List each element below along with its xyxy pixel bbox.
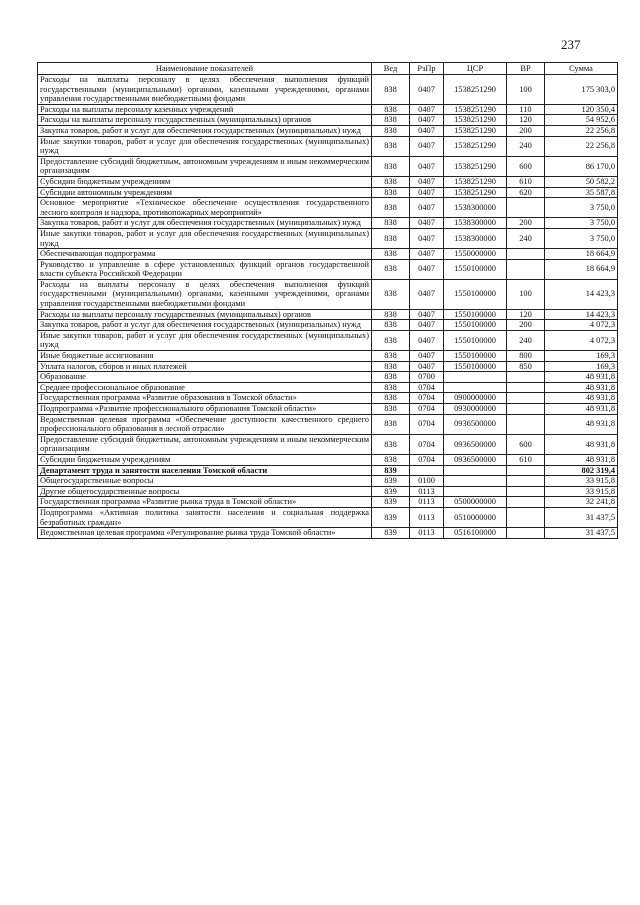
table-row [38, 393, 618, 404]
table-row [38, 228, 618, 248]
cell-vr: 100 [507, 279, 545, 309]
cell-rzpr: 0407 [410, 309, 444, 320]
cell-csr: 0936500000 [444, 434, 507, 454]
cell-csr: 1538300000 [444, 218, 507, 229]
table-row [38, 249, 618, 260]
cell-sum: 48 931,8 [545, 404, 618, 415]
cell-sum: 169,3 [545, 351, 618, 362]
cell-sum: 18 664,9 [545, 249, 618, 260]
cell-ved: 838 [372, 198, 410, 218]
cell-name: Субсидии автономным учреждениям [38, 187, 372, 198]
cell-vr: 610 [507, 176, 545, 187]
table-row [38, 486, 618, 497]
cell-sum: 48 931,8 [545, 454, 618, 465]
cell-vr [507, 507, 545, 527]
cell-vr: 200 [507, 320, 545, 331]
budget-table [37, 62, 618, 539]
cell-sum: 48 931,8 [545, 393, 618, 404]
table-row [38, 136, 618, 156]
cell-name: Расходы на выплаты персоналу государственных (муниципальных) органов [38, 309, 372, 320]
cell-sum: 22 256,8 [545, 136, 618, 156]
cell-vr [507, 476, 545, 487]
cell-name: Субсидии бюджетным учреждениям [38, 176, 372, 187]
cell-sum: 802 319,4 [545, 465, 618, 476]
cell-csr: 0516100000 [444, 528, 507, 539]
cell-csr: 1550100000 [444, 361, 507, 372]
cell-name: Руководство и управление в сфере установленных функций органов государственной власти субъекта Российской Федерации [38, 259, 372, 279]
cell-sum: 35 587,8 [545, 187, 618, 198]
cell-csr: 1538251290 [444, 187, 507, 198]
cell-ved: 838 [372, 393, 410, 404]
cell-name: Ведомственная целевая программа «Обеспечение доступности качественного среднего профессионального образования в лесной отрасли» [38, 414, 372, 434]
cell-rzpr: 0407 [410, 156, 444, 176]
cell-csr: 1550000000 [444, 249, 507, 260]
cell-rzpr: 0407 [410, 115, 444, 126]
cell-name: Основное мероприятие «Техническое обеспечение осуществления государственного лесного контроля и надзора, противопожарных мероприятий» [38, 198, 372, 218]
cell-vr [507, 414, 545, 434]
cell-name: Предоставление субсидий бюджетным, автономным учреждениям и иным некоммерческим организациям [38, 434, 372, 454]
page-number: 237 [561, 37, 581, 52]
cell-ved: 839 [372, 476, 410, 487]
cell-sum: 175 303,0 [545, 75, 618, 105]
cell-csr: 0510000000 [444, 507, 507, 527]
cell-rzpr: 0407 [410, 330, 444, 350]
cell-csr: 1550100000 [444, 351, 507, 362]
cell-vr: 600 [507, 156, 545, 176]
header-sum: Сумма [545, 63, 618, 75]
cell-ved: 838 [372, 104, 410, 115]
cell-ved: 838 [372, 136, 410, 156]
cell-rzpr: 0407 [410, 136, 444, 156]
cell-csr: 1538300000 [444, 198, 507, 218]
cell-rzpr: 0407 [410, 279, 444, 309]
cell-vr [507, 404, 545, 415]
cell-rzpr: 0407 [410, 218, 444, 229]
table-row [38, 218, 618, 229]
cell-ved: 838 [372, 414, 410, 434]
table-row [38, 476, 618, 487]
cell-name: Другие общегосударственные вопросы [38, 486, 372, 497]
table-row [38, 75, 618, 105]
cell-name: Иные закупки товаров, работ и услуг для обеспечения государственных (муниципальных) нужд [38, 136, 372, 156]
cell-vr [507, 393, 545, 404]
cell-rzpr: 0704 [410, 454, 444, 465]
cell-name: Субсидии бюджетным учреждениям [38, 454, 372, 465]
cell-name: Департамент труда и занятости населения Томской области [38, 465, 372, 476]
cell-rzpr: 0407 [410, 198, 444, 218]
cell-vr: 200 [507, 125, 545, 136]
cell-rzpr: 0407 [410, 361, 444, 372]
cell-sum: 31 437,5 [545, 507, 618, 527]
cell-rzpr: 0113 [410, 528, 444, 539]
cell-csr: 1550100000 [444, 320, 507, 331]
cell-vr [507, 382, 545, 393]
cell-name: Подпрограмма «Активная политика занятости населения и социальная поддержка безработных граждан» [38, 507, 372, 527]
cell-ved: 838 [372, 372, 410, 383]
cell-csr: 0500000000 [444, 497, 507, 508]
cell-ved: 839 [372, 497, 410, 508]
cell-rzpr: 0407 [410, 259, 444, 279]
cell-csr [444, 372, 507, 383]
cell-vr [507, 465, 545, 476]
cell-ved: 838 [372, 361, 410, 372]
cell-csr [444, 465, 507, 476]
cell-name: Среднее профессиональное образование [38, 382, 372, 393]
cell-rzpr: 0407 [410, 351, 444, 362]
cell-name: Иные закупки товаров, работ и услуг для обеспечения государственных (муниципальных) нужд [38, 330, 372, 350]
cell-ved: 838 [372, 176, 410, 187]
cell-sum: 3 750,0 [545, 228, 618, 248]
cell-vr: 120 [507, 115, 545, 126]
cell-sum: 33 915,8 [545, 486, 618, 497]
cell-csr: 0930000000 [444, 404, 507, 415]
cell-sum: 86 170,0 [545, 156, 618, 176]
table-row [38, 176, 618, 187]
cell-name: Государственная программа «Развитие рынка труда в Томской области» [38, 497, 372, 508]
header-ved: Вед [372, 63, 410, 75]
cell-sum: 4 072,3 [545, 330, 618, 350]
cell-sum: 33 915,8 [545, 476, 618, 487]
cell-rzpr: 0113 [410, 497, 444, 508]
cell-name: Подпрограмма «Развитие профессионального образования Томской области» [38, 404, 372, 415]
cell-ved: 838 [372, 434, 410, 454]
table-row [38, 382, 618, 393]
cell-ved: 838 [372, 404, 410, 415]
cell-rzpr: 0704 [410, 393, 444, 404]
cell-vr: 240 [507, 330, 545, 350]
table-row [38, 404, 618, 415]
table-row [38, 454, 618, 465]
cell-name: Обеспечивающая подпрограмма [38, 249, 372, 260]
cell-csr: 1538251290 [444, 125, 507, 136]
table-row [38, 320, 618, 331]
table-row [38, 497, 618, 508]
cell-csr: 1538300000 [444, 228, 507, 248]
cell-name: Ведомственная целевая программа «Регулирование рынка труда Томской области» [38, 528, 372, 539]
table-row [38, 372, 618, 383]
cell-name: Иные закупки товаров, работ и услуг для обеспечения государственных (муниципальных) нужд [38, 228, 372, 248]
cell-vr: 620 [507, 187, 545, 198]
cell-rzpr: 0407 [410, 187, 444, 198]
cell-rzpr: 0704 [410, 404, 444, 415]
cell-ved: 838 [372, 125, 410, 136]
cell-rzpr: 0407 [410, 320, 444, 331]
cell-rzpr: 0407 [410, 176, 444, 187]
cell-vr: 110 [507, 104, 545, 115]
cell-rzpr: 0407 [410, 228, 444, 248]
cell-vr [507, 198, 545, 218]
cell-rzpr [410, 465, 444, 476]
table-row [38, 125, 618, 136]
cell-name: Государственная программа «Развитие образования в Томской области» [38, 393, 372, 404]
cell-sum: 4 072,3 [545, 320, 618, 331]
cell-sum: 120 350,4 [545, 104, 618, 115]
cell-name: Предоставление субсидий бюджетным, автономным учреждениям и иным некоммерческим организациям [38, 156, 372, 176]
cell-sum: 169,3 [545, 361, 618, 372]
cell-vr [507, 486, 545, 497]
cell-csr: 0936500000 [444, 414, 507, 434]
table-row [38, 528, 618, 539]
cell-sum: 48 931,8 [545, 414, 618, 434]
table-row [38, 351, 618, 362]
table-row [38, 330, 618, 350]
cell-sum: 48 931,8 [545, 382, 618, 393]
cell-sum: 18 664,9 [545, 259, 618, 279]
table-row [38, 187, 618, 198]
cell-sum: 50 582,2 [545, 176, 618, 187]
cell-rzpr: 0700 [410, 372, 444, 383]
table-row [38, 434, 618, 454]
header-csr: ЦСР [444, 63, 507, 75]
cell-vr [507, 497, 545, 508]
cell-vr: 240 [507, 136, 545, 156]
cell-name: Общегосударственные вопросы [38, 476, 372, 487]
cell-csr: 1538251290 [444, 156, 507, 176]
cell-rzpr: 0704 [410, 382, 444, 393]
budget-table-container [37, 62, 617, 539]
cell-ved: 838 [372, 115, 410, 126]
cell-vr [507, 259, 545, 279]
cell-name: Закупка товаров, работ и услуг для обеспечения государственных (муниципальных) нужд [38, 320, 372, 331]
cell-sum: 48 931,8 [545, 434, 618, 454]
cell-rzpr: 0100 [410, 476, 444, 487]
cell-vr: 600 [507, 434, 545, 454]
cell-name: Закупка товаров, работ и услуг для обеспечения государственных (муниципальных) нужд [38, 125, 372, 136]
cell-csr: 1538251290 [444, 115, 507, 126]
cell-sum: 48 931,8 [545, 372, 618, 383]
cell-ved: 839 [372, 528, 410, 539]
cell-name: Закупка товаров, работ и услуг для обеспечения государственных (муниципальных) нужд [38, 218, 372, 229]
cell-ved: 838 [372, 309, 410, 320]
cell-csr: 1550100000 [444, 330, 507, 350]
cell-ved: 838 [372, 330, 410, 350]
table-row [38, 465, 618, 476]
cell-sum: 14 423,3 [545, 279, 618, 309]
header-name: Наименование показателей [38, 63, 372, 75]
cell-ved: 838 [372, 351, 410, 362]
table-row [38, 507, 618, 527]
cell-name: Уплата налогов, сборов и иных платежей [38, 361, 372, 372]
cell-csr: 0900000000 [444, 393, 507, 404]
cell-csr: 0936500000 [444, 454, 507, 465]
cell-csr [444, 476, 507, 487]
cell-vr [507, 249, 545, 260]
cell-sum: 31 437,5 [545, 528, 618, 539]
cell-vr: 200 [507, 218, 545, 229]
cell-rzpr: 0407 [410, 104, 444, 115]
cell-ved: 838 [372, 75, 410, 105]
table-header-row [38, 63, 618, 75]
cell-vr: 120 [507, 309, 545, 320]
cell-ved: 839 [372, 465, 410, 476]
table-row [38, 115, 618, 126]
cell-name: Расходы на выплаты персоналу в целях обеспечения выполнения функций государственными (муниципальными) органами, казенными учреждениями, органами управления государственными внебюджетными фондами [38, 279, 372, 309]
cell-csr: 1538251290 [444, 75, 507, 105]
cell-sum: 3 750,0 [545, 198, 618, 218]
cell-csr [444, 382, 507, 393]
cell-csr: 1550100000 [444, 279, 507, 309]
cell-ved: 838 [372, 259, 410, 279]
table-row [38, 259, 618, 279]
cell-vr [507, 528, 545, 539]
cell-ved: 838 [372, 218, 410, 229]
cell-vr: 610 [507, 454, 545, 465]
cell-sum: 22 256,8 [545, 125, 618, 136]
cell-sum: 3 750,0 [545, 218, 618, 229]
cell-csr: 1538251290 [444, 104, 507, 115]
cell-rzpr: 0407 [410, 125, 444, 136]
cell-rzpr: 0113 [410, 507, 444, 527]
cell-name: Образование [38, 372, 372, 383]
cell-rzpr: 0704 [410, 414, 444, 434]
cell-ved: 839 [372, 486, 410, 497]
cell-ved: 838 [372, 156, 410, 176]
cell-csr: 1550100000 [444, 309, 507, 320]
cell-ved: 838 [372, 382, 410, 393]
cell-vr: 100 [507, 75, 545, 105]
cell-ved: 838 [372, 320, 410, 331]
cell-vr: 240 [507, 228, 545, 248]
cell-name: Расходы на выплаты персоналу казенных учреждений [38, 104, 372, 115]
cell-ved: 838 [372, 249, 410, 260]
cell-ved: 838 [372, 279, 410, 309]
cell-sum: 14 423,3 [545, 309, 618, 320]
cell-ved: 838 [372, 228, 410, 248]
cell-name: Расходы на выплаты персоналу в целях обеспечения выполнения функций государственными (муниципальными) органами, казенными учреждениями, органами управления государственными внебюджетными фондами [38, 75, 372, 105]
header-vr: ВР [507, 63, 545, 75]
cell-rzpr: 0407 [410, 249, 444, 260]
cell-csr: 1538251290 [444, 136, 507, 156]
table-row [38, 361, 618, 372]
table-row [38, 279, 618, 309]
cell-csr [444, 486, 507, 497]
cell-csr: 1538251290 [444, 176, 507, 187]
cell-vr [507, 372, 545, 383]
table-row [38, 156, 618, 176]
cell-sum: 54 952,6 [545, 115, 618, 126]
cell-rzpr: 0704 [410, 434, 444, 454]
table-row [38, 198, 618, 218]
cell-rzpr: 0113 [410, 486, 444, 497]
table-row [38, 414, 618, 434]
cell-name: Расходы на выплаты персоналу государственных (муниципальных) органов [38, 115, 372, 126]
cell-csr: 1550100000 [444, 259, 507, 279]
table-row [38, 309, 618, 320]
table-body [38, 75, 618, 539]
table-row [38, 104, 618, 115]
cell-vr: 850 [507, 361, 545, 372]
header-rzpr: РзПр [410, 63, 444, 75]
cell-name: Иные бюджетные ассигнования [38, 351, 372, 362]
cell-ved: 838 [372, 454, 410, 465]
cell-ved: 838 [372, 187, 410, 198]
cell-vr: 800 [507, 351, 545, 362]
cell-ved: 839 [372, 507, 410, 527]
cell-sum: 32 241,8 [545, 497, 618, 508]
cell-rzpr: 0407 [410, 75, 444, 105]
